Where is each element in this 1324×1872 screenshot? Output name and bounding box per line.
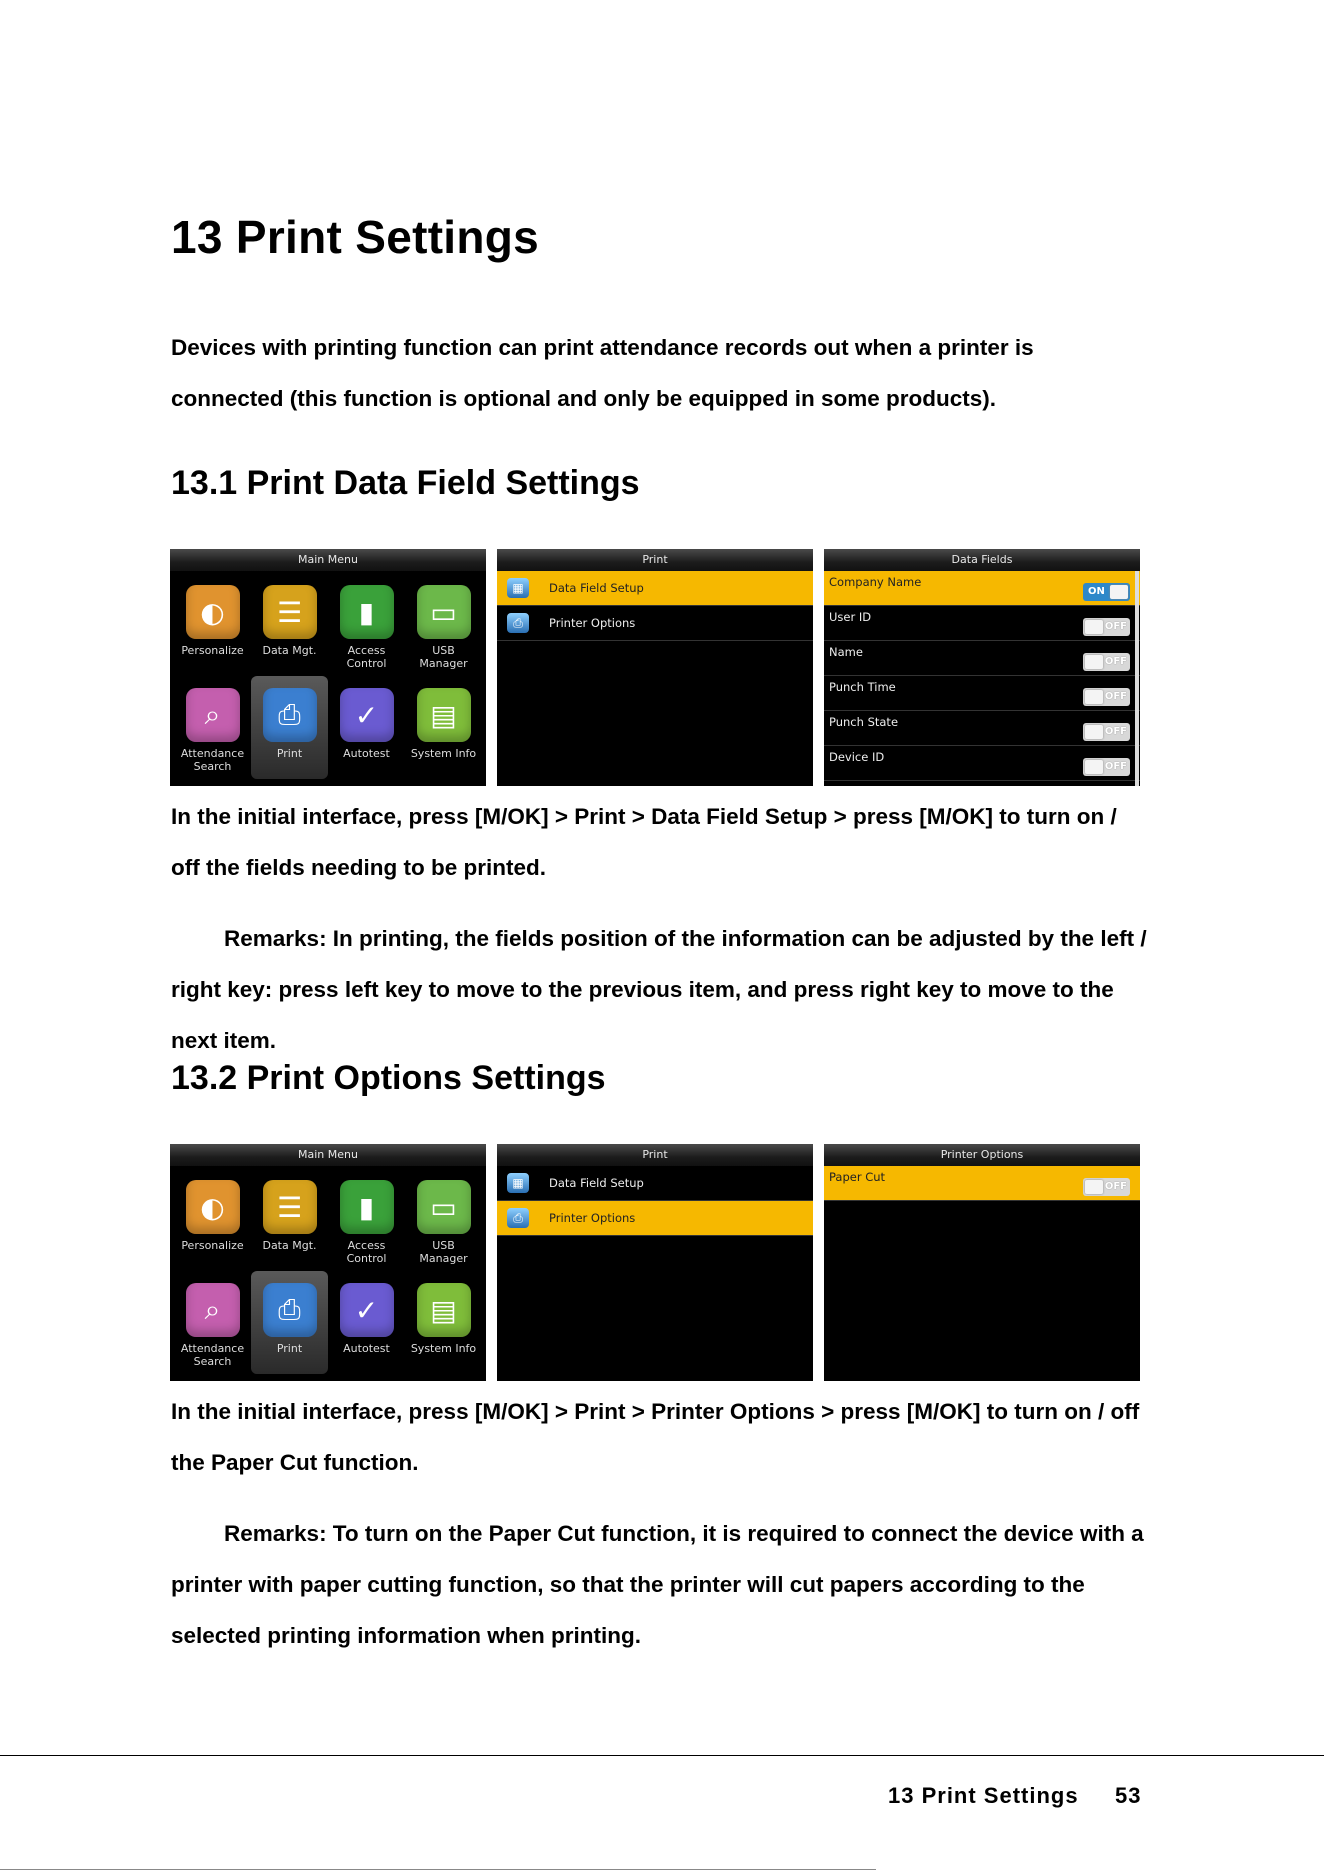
tile-label: Data Mgt. (262, 1239, 317, 1252)
printer-icon: ⎙ (263, 688, 317, 742)
main-menu-grid (170, 571, 486, 781)
data-field-icon: ▦ (507, 1173, 529, 1193)
field-row-device-id[interactable] (824, 746, 1140, 781)
magnifier-icon: ⌕ (186, 688, 240, 742)
tile-autotest[interactable] (328, 1271, 405, 1374)
footer-chapter: 13 Print Settings (888, 1783, 1079, 1808)
screen-title: Main Menu (170, 1144, 486, 1166)
toggle-switch[interactable] (1083, 688, 1130, 706)
field-row-paper-cut[interactable] (824, 1166, 1140, 1201)
field-label: Paper Cut (829, 1170, 886, 1184)
tile-label: System Info (410, 747, 477, 760)
toggle-state: OFF (1104, 621, 1127, 632)
system-info-icon: ▤ (417, 688, 471, 742)
menu-item-printer-options[interactable] (497, 1201, 813, 1236)
field-label: Device ID (829, 750, 885, 764)
toggle-switch[interactable] (1083, 653, 1130, 671)
field-row-punch-time[interactable] (824, 676, 1140, 711)
toggle-knob (1085, 1180, 1103, 1194)
system-info-icon: ▤ (417, 1283, 471, 1337)
usb-icon: ▭ (417, 1180, 471, 1234)
tile-personalize[interactable] (174, 573, 251, 676)
tile-label: Attendance Search (180, 1342, 245, 1368)
field-label: Punch State (829, 715, 899, 729)
tile-label: Access Control (346, 644, 387, 670)
tile-label: USB Manager (419, 1239, 468, 1265)
tile-autotest[interactable] (328, 676, 405, 779)
toggle-switch[interactable] (1083, 758, 1130, 776)
toggle-state: OFF (1104, 691, 1127, 702)
tile-usb-manager[interactable] (405, 573, 482, 676)
printer-options-icon: ⎙ (507, 613, 529, 633)
data-field-icon: ▦ (507, 578, 529, 598)
tile-label: Print (276, 747, 303, 760)
toggle-knob (1085, 620, 1103, 634)
field-row-punch-state[interactable] (824, 711, 1140, 746)
personalize-icon: ◐ (186, 585, 240, 639)
tile-attendance-search[interactable] (174, 1271, 251, 1374)
menu-item-label: Printer Options (549, 1211, 636, 1225)
toggle-switch[interactable] (1083, 723, 1130, 741)
toggle-knob (1110, 585, 1128, 599)
printer-options-icon: ⎙ (507, 1208, 529, 1228)
toggle-state: OFF (1104, 726, 1127, 737)
screen-title: Main Menu (170, 549, 486, 571)
field-label: Company Name (829, 575, 922, 589)
tile-label: Attendance Search (180, 747, 245, 773)
screen-title: Printer Options (824, 1144, 1140, 1166)
field-row-name[interactable] (824, 641, 1140, 676)
remark-paragraph-1: Remarks: In printing, the fields position of the information can be adjusted by the left / right key: press left key to move to the previous item, and press right key to move to the next item. (171, 926, 1147, 1053)
remark-paragraph-2: Remarks: To turn on the Paper Cut function, it is required to connect the device with a printer with paper cutting function, so that the printer will cut papers according to the selected printing information when printing. (171, 1521, 1144, 1648)
tile-system-info[interactable] (405, 1271, 482, 1374)
screen-title: Print (497, 549, 813, 571)
footer-divider (0, 1755, 1324, 1756)
page-title: 13 Print Settings (171, 211, 540, 263)
tile-label: Print (276, 1342, 303, 1355)
menu-item-data-field-setup[interactable] (497, 571, 813, 606)
tile-data-mgt[interactable] (251, 573, 328, 676)
toggle-state: OFF (1104, 656, 1127, 667)
screen-title: Data Fields (824, 549, 1140, 571)
main-menu-screen-1 (170, 549, 486, 786)
field-label: User ID (829, 610, 872, 624)
toggle-knob (1085, 655, 1103, 669)
main-menu-grid (170, 1166, 486, 1376)
toggle-state: OFF (1104, 1181, 1127, 1192)
tile-label: Data Mgt. (262, 644, 317, 657)
door-icon: ▮ (340, 585, 394, 639)
tile-usb-manager[interactable] (405, 1168, 482, 1271)
toggle-knob (1085, 725, 1103, 739)
autotest-icon: ✓ (340, 688, 394, 742)
tile-label: Personalize (181, 1239, 244, 1252)
menu-item-printer-options[interactable] (497, 606, 813, 641)
menu-item-label: Data Field Setup (549, 581, 644, 595)
database-icon: ☰ (263, 1180, 317, 1234)
tile-attendance-search[interactable] (174, 676, 251, 779)
toggle-state: ON (1088, 586, 1105, 597)
tile-data-mgt[interactable] (251, 1168, 328, 1271)
field-label: Name (829, 645, 863, 659)
print-menu-screen-1 (497, 549, 813, 786)
menu-item-label: Printer Options (549, 616, 636, 630)
tile-label: Personalize (181, 644, 244, 657)
tile-system-info[interactable] (405, 676, 482, 779)
tile-label: System Info (410, 1342, 477, 1355)
toggle-switch[interactable] (1083, 618, 1130, 636)
menu-item-label: Data Field Setup (549, 1176, 644, 1190)
instruction-paragraph-2: In the initial interface, press [M/OK] > Print > Printer Options > press [M/OK] to turn on / off the Paper Cut function. (171, 1399, 1140, 1475)
tile-print[interactable] (251, 676, 328, 779)
door-icon: ▮ (340, 1180, 394, 1234)
print-menu-screen-2 (497, 1144, 813, 1381)
printer-icon: ⎙ (263, 1283, 317, 1337)
tile-label: Autotest (343, 747, 390, 760)
main-menu-screen-2 (170, 1144, 486, 1381)
magnifier-icon: ⌕ (186, 1283, 240, 1337)
autotest-icon: ✓ (340, 1283, 394, 1337)
intro-paragraph: Devices with printing function can print attendance records out when a printer is connected (this function is optional and only be equipped in some products). (171, 335, 1034, 411)
footer-page-number: 53 (1115, 1783, 1142, 1808)
tile-access-control[interactable] (328, 1168, 405, 1271)
instruction-paragraph-1: In the initial interface, press [M/OK] > Print > Data Field Setup > press [M/OK] to turn on / off the fields needing to be printed. (171, 804, 1117, 880)
toggle-knob (1085, 760, 1103, 774)
toggle-switch[interactable] (1083, 1178, 1130, 1196)
personalize-icon: ◐ (186, 1180, 240, 1234)
section-heading-print-options: 13.2 Print Options Settings (171, 1059, 606, 1097)
field-row-company-name[interactable] (824, 571, 1140, 606)
tile-print[interactable] (251, 1271, 328, 1374)
tile-label: Autotest (343, 1342, 390, 1355)
toggle-switch[interactable] (1083, 583, 1130, 601)
toggle-state: OFF (1104, 761, 1127, 772)
field-label: Punch Time (829, 680, 896, 694)
tile-label: USB Manager (419, 644, 468, 670)
tile-label: Access Control (346, 1239, 387, 1265)
tile-personalize[interactable] (174, 1168, 251, 1271)
bottom-divider (0, 1869, 876, 1870)
toggle-knob (1085, 690, 1103, 704)
scrollbar[interactable] (1135, 571, 1139, 786)
database-icon: ☰ (263, 585, 317, 639)
field-row-user-id[interactable] (824, 606, 1140, 641)
data-fields-screen (824, 549, 1140, 786)
printer-options-screen (824, 1144, 1140, 1381)
usb-icon: ▭ (417, 585, 471, 639)
screen-title: Print (497, 1144, 813, 1166)
section-heading-print-data-field: 13.1 Print Data Field Settings (171, 464, 640, 502)
tile-access-control[interactable] (328, 573, 405, 676)
menu-item-data-field-setup[interactable] (497, 1166, 813, 1201)
